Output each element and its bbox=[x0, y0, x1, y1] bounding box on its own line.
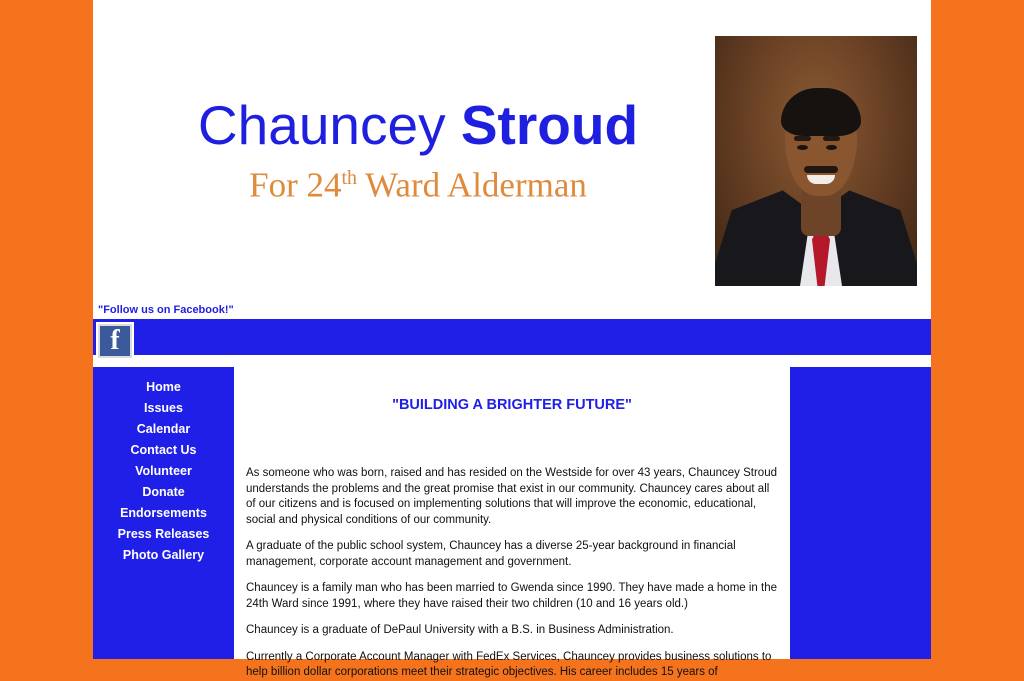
follow-us-label: "Follow us on Facebook!" bbox=[98, 304, 234, 316]
tagline-post: Ward Alderman bbox=[357, 165, 587, 205]
page-title: "BUILDING A BRIGHTER FUTURE" bbox=[392, 397, 632, 413]
site-title-block bbox=[118, 95, 718, 207]
sidebar-item-contact-us[interactable]: Contact Us bbox=[130, 443, 197, 457]
article-paragraph-4: Chauncey is a graduate of DePaul University with a B.S. in Business Administration. bbox=[246, 624, 674, 636]
tagline-pre: For 24 bbox=[249, 165, 342, 205]
portrait-eye-right bbox=[826, 145, 837, 150]
sidebar-item-volunteer[interactable]: Volunteer bbox=[135, 464, 192, 478]
facebook-icon[interactable] bbox=[96, 322, 134, 360]
portrait-eyebrow-left bbox=[794, 136, 811, 141]
portrait-mustache bbox=[804, 166, 838, 173]
candidate-first-name: Chauncey bbox=[197, 94, 446, 156]
candidate-name bbox=[118, 95, 718, 155]
tagline-ordinal: th bbox=[341, 167, 358, 189]
article-paragraph-1: As someone who was born, raised and has resided on the Westside for over 43 years, Chauncey Stroud understands the problems and the great promise that exist in our community. Chauncey cares about all of our citizens and is focused on implementing solutions that will improve the economic, educational, social and physical conditions of our community. bbox=[246, 467, 777, 526]
page-content bbox=[93, 367, 931, 678]
sidebar-item-calendar[interactable]: Calendar bbox=[136, 422, 191, 436]
site-header bbox=[93, 0, 931, 300]
portrait-eye-left bbox=[797, 145, 808, 150]
site-page bbox=[93, 0, 931, 678]
candidate-portrait-photo bbox=[715, 36, 917, 286]
facebook-icon-glyph: f bbox=[100, 326, 130, 356]
sidebar-item-home[interactable]: Home bbox=[146, 380, 181, 394]
sidebar-item-issues[interactable]: Issues bbox=[144, 401, 183, 415]
main-article bbox=[234, 367, 790, 678]
social-bar bbox=[93, 319, 931, 355]
sidebar-item-donate[interactable]: Donate bbox=[142, 485, 185, 499]
candidate-tagline bbox=[118, 157, 718, 207]
sidebar-item-endorsements[interactable]: Endorsements bbox=[120, 506, 207, 520]
portrait-eyebrow-right bbox=[823, 136, 840, 141]
sidebar-navigation bbox=[93, 367, 234, 659]
sidebar-item-press-releases[interactable]: Press Releases bbox=[117, 527, 210, 541]
sidebar-item-photo-gallery[interactable]: Photo Gallery bbox=[122, 548, 205, 562]
article-paragraph-3: Chauncey is a family man who has been married to Gwenda since 1990. They have made a home in the 24th Ward since 1991, where they have raised their two children (10 and 16 years old.) bbox=[246, 582, 778, 610]
article-paragraph-5: Currently a Corporate Account Manager with FedEx Services, Chauncey provides business solutions to help billion dollar corporations meet their strategic objectives. His career includes 15 years of bbox=[246, 650, 772, 678]
candidate-last-name: Stroud bbox=[460, 94, 639, 156]
right-column bbox=[790, 367, 931, 659]
article-paragraph-2: A graduate of the public school system, Chauncey has a diverse 25-year background in financial management, corporate account management and government. bbox=[246, 540, 736, 568]
